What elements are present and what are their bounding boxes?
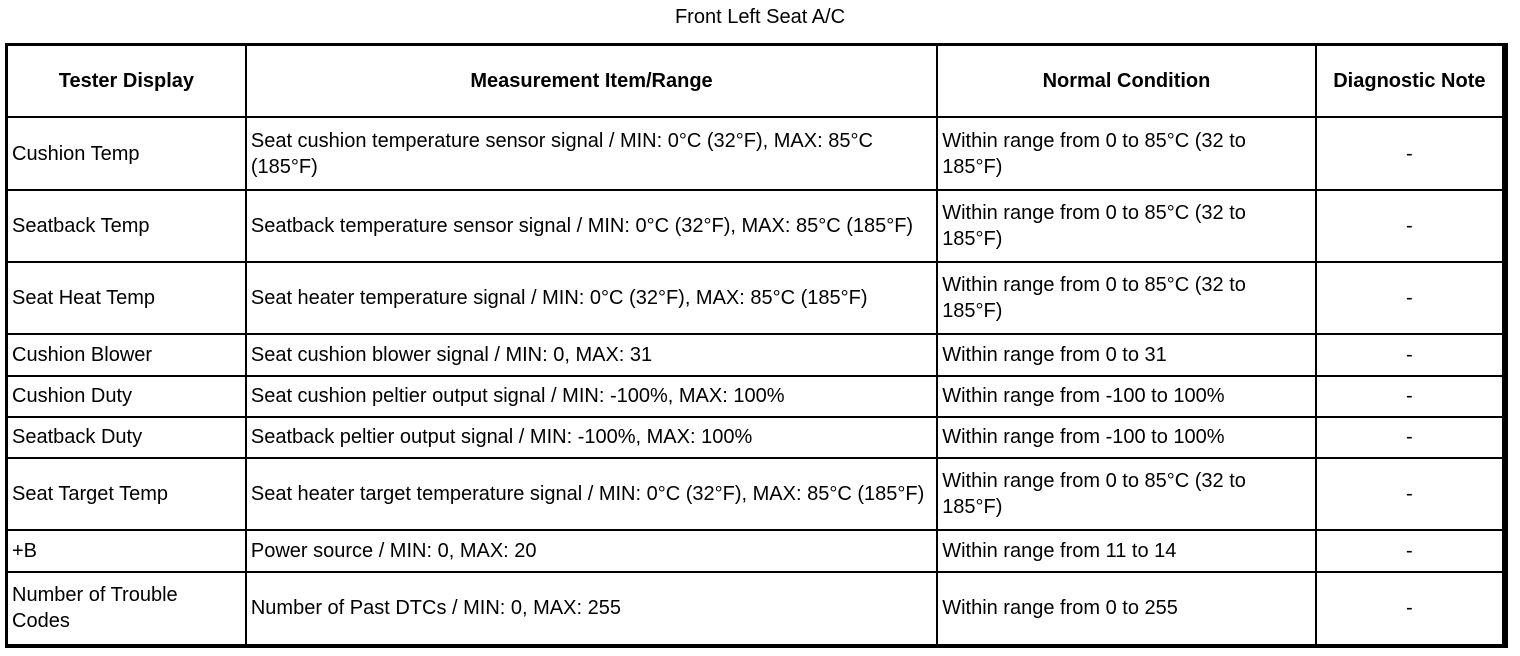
table-row <box>8 334 1502 375</box>
cell-display: Cushion Blower <box>8 334 246 375</box>
cell-display: Number of Trouble Codes <box>8 572 246 644</box>
cell-measurement: Power source / MIN: 0, MAX: 20 <box>246 530 937 571</box>
cell-measurement: Seat heater temperature signal / MIN: 0°C (32°F), MAX: 85°C (185°F) <box>246 262 937 334</box>
cell-measurement: Seat cushion blower signal / MIN: 0, MAX: 31 <box>246 334 937 375</box>
cell-note: - <box>1316 458 1502 530</box>
table-row <box>8 530 1502 571</box>
cell-normal: Within range from -100 to 100% <box>937 417 1316 458</box>
page-title: Front Left Seat A/C <box>674 6 846 28</box>
cell-note: - <box>1316 376 1502 417</box>
cell-normal: Within range from 0 to 85°C (32 to 185°F) <box>937 458 1316 530</box>
cell-note: - <box>1316 334 1502 375</box>
header-measurement: Measurement Item/Range <box>246 46 937 117</box>
cell-normal: Within range from 0 to 255 <box>937 572 1316 644</box>
cell-normal: Within range from 0 to 31 <box>937 334 1316 375</box>
table-row <box>8 417 1502 458</box>
cell-note: - <box>1316 572 1502 644</box>
header-diagnostic-note: Diagnostic Note <box>1316 46 1502 117</box>
cell-normal: Within range from 0 to 85°C (32 to 185°F) <box>937 262 1316 334</box>
header-normal-condition: Normal Condition <box>937 46 1316 117</box>
header-tester-display: Tester Display <box>8 46 246 117</box>
cell-normal: Within range from -100 to 100% <box>937 376 1316 417</box>
cell-measurement: Number of Past DTCs / MIN: 0, MAX: 255 <box>246 572 937 644</box>
table-row <box>8 376 1502 417</box>
cell-measurement: Seat cushion peltier output signal / MIN: -100%, MAX: 100% <box>246 376 937 417</box>
cell-display: Cushion Duty <box>8 376 246 417</box>
table-row <box>8 458 1502 530</box>
cell-note: - <box>1316 530 1502 571</box>
cell-measurement: Seat cushion temperature sensor signal / MIN: 0°C (32°F), MAX: 85°C (185°F) <box>246 117 937 189</box>
cell-measurement: Seatback temperature sensor signal / MIN: 0°C (32°F), MAX: 85°C (185°F) <box>246 190 937 262</box>
cell-normal: Within range from 11 to 14 <box>937 530 1316 571</box>
table-row <box>8 117 1502 189</box>
table-row <box>8 262 1502 334</box>
cell-normal: Within range from 0 to 85°C (32 to 185°F) <box>937 190 1316 262</box>
cell-measurement: Seat heater target temperature signal / MIN: 0°C (32°F), MAX: 85°C (185°F) <box>246 458 937 530</box>
cell-display: Cushion Temp <box>8 117 246 189</box>
cell-note: - <box>1316 262 1502 334</box>
cell-display: +B <box>8 530 246 571</box>
cell-display: Seatback Temp <box>8 190 246 262</box>
cell-note: - <box>1316 117 1502 189</box>
spec-table-frame <box>5 43 1508 648</box>
cell-measurement: Seatback peltier output signal / MIN: -100%, MAX: 100% <box>246 417 937 458</box>
spec-table <box>8 46 1502 644</box>
cell-note: - <box>1316 417 1502 458</box>
cell-display: Seat Target Temp <box>8 458 246 530</box>
table-header-row <box>8 46 1502 117</box>
cell-display: Seat Heat Temp <box>8 262 246 334</box>
cell-note: - <box>1316 190 1502 262</box>
cell-normal: Within range from 0 to 85°C (32 to 185°F) <box>937 117 1316 189</box>
table-row <box>8 190 1502 262</box>
cell-display: Seatback Duty <box>8 417 246 458</box>
table-row <box>8 572 1502 644</box>
